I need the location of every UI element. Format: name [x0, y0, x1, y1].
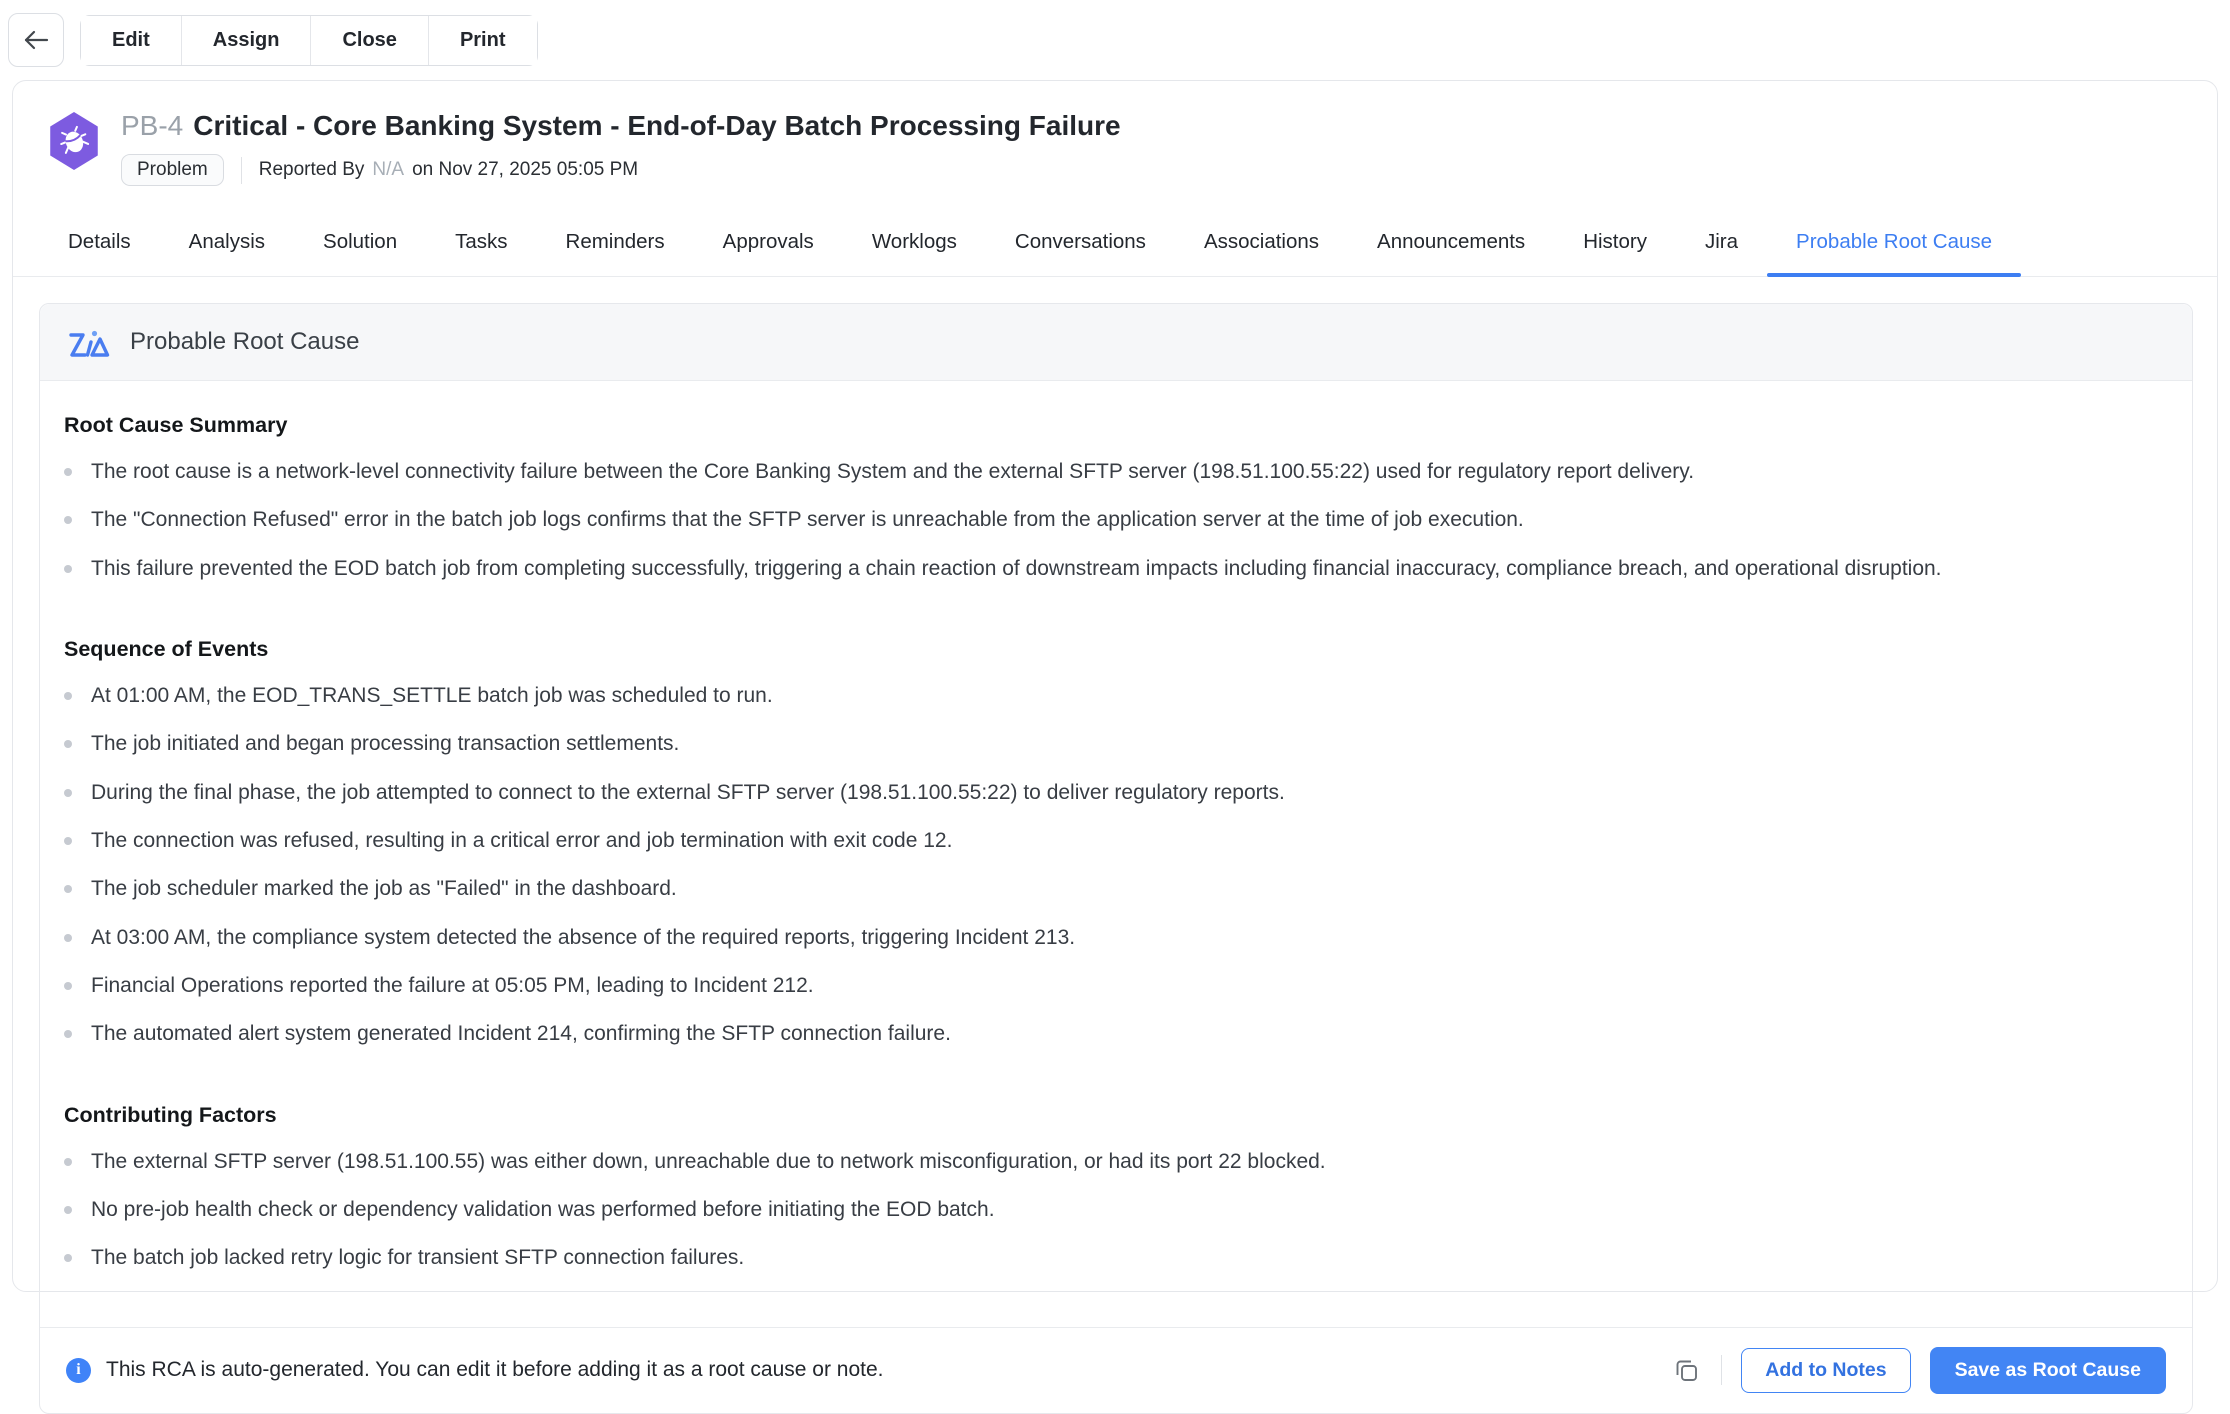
copy-button[interactable] — [1671, 1355, 1702, 1386]
bullet-list — [64, 1138, 2164, 1283]
bullet-item — [64, 1234, 2164, 1282]
bullet-item — [64, 817, 2164, 865]
bullet-dot — [64, 885, 72, 893]
bullet-item — [64, 1138, 2164, 1186]
bullet-text: The root cause is a network-level connectivity failure between the Core Banking System and the external SFTP server (198.51.100.55:22) used for regulatory report delivery. — [91, 460, 1695, 483]
bullet-dot — [64, 1206, 72, 1214]
bullet-dot — [64, 1158, 72, 1166]
bullet-text: The connection was refused, resulting in a critical error and job termination with exit code 12. — [91, 829, 953, 853]
bullet-list — [64, 448, 2164, 593]
bullet-text: At 03:00 AM, the compliance system detected the absence of the required reports, triggering Incident 213. — [91, 925, 1076, 949]
page-title — [121, 108, 1121, 143]
rca-section-sequence-of-events — [64, 637, 2164, 1059]
add-to-notes-button[interactable]: Add to Notes — [1741, 1348, 1910, 1393]
tab-worklogs[interactable]: Worklogs — [871, 230, 957, 253]
bullet-dot — [64, 1030, 72, 1038]
bullet-dot — [64, 468, 72, 476]
meta-divider — [241, 157, 242, 184]
reported-by-label: Reported By — [258, 159, 365, 180]
bullet-text: This failure prevented the EOD batch job from completing successfully, triggering a chain reaction of downstream impacts including financial inaccuracy, compliance breach, and operational disruption. — [91, 556, 1942, 580]
bullet-text: The batch job lacked retry logic for transient SFTP connection failures. — [91, 1246, 745, 1270]
bullet-text: The external SFTP server (198.51.100.55) was either down, unreachable due to network misconfiguration, or had its port 22 blocked. — [91, 1149, 1326, 1173]
tab-details[interactable]: Details — [68, 230, 131, 253]
bullet-text: Financial Operations reported the failure at 05:05 PM, leading to Incident 212. — [91, 974, 814, 998]
bullet-item — [64, 962, 2164, 1010]
problem-detail-card — [12, 80, 2218, 1382]
panel-footer — [40, 1327, 2192, 1413]
bullet-item — [64, 1186, 2164, 1234]
tab-associations[interactable]: Associations — [1203, 230, 1320, 253]
bullet-dot — [64, 934, 72, 942]
tab-solution[interactable]: Solution — [323, 230, 398, 253]
problem-header — [13, 81, 2217, 186]
rca-content — [40, 381, 2192, 1327]
zia-icon — [68, 324, 110, 360]
ticket-id: PB-4 — [121, 110, 184, 141]
tab-probable-root-cause[interactable]: Probable Root Cause — [1767, 210, 2021, 276]
footer-actions — [1671, 1347, 2166, 1394]
tab-analysis[interactable]: Analysis — [188, 230, 266, 253]
section-heading: Contributing Factors — [64, 1102, 277, 1127]
bullet-dot — [64, 740, 72, 748]
bullet-item — [64, 769, 2164, 817]
bullet-dot — [64, 1254, 72, 1262]
tab-tasks[interactable]: Tasks — [455, 230, 508, 253]
ticket-title: Critical - Core Banking System - End-of-Day Batch Processing Failure — [193, 110, 1121, 141]
print-button[interactable]: Print — [428, 16, 537, 65]
back-button[interactable] — [8, 13, 64, 67]
reported-on: on Nov 27, 2025 05:05 PM — [412, 159, 639, 180]
problem-bug-icon — [47, 112, 101, 170]
bullet-text: The automated alert system generated Incident 214, confirming the SFTP connection failure. — [91, 1022, 951, 1046]
rca-note — [66, 1358, 884, 1383]
bullet-text: At 01:00 AM, the EOD_TRANS_SETTLE batch job was scheduled to run. — [91, 684, 773, 708]
copy-icon — [1673, 1357, 1700, 1384]
bullet-text: The job initiated and began processing transaction settlements. — [91, 732, 680, 756]
tab-approvals[interactable]: Approvals — [722, 230, 814, 253]
bullet-dot — [64, 565, 72, 573]
tab-reminders[interactable]: Reminders — [565, 230, 665, 253]
panel-title: Probable Root Cause — [130, 328, 360, 355]
bullet-item — [64, 720, 2164, 768]
rca-note-text: This RCA is auto-generated. You can edit it before adding it as a root cause or note. — [106, 1358, 884, 1382]
rca-section-root-cause-summary — [64, 413, 2164, 593]
top-toolbar — [0, 0, 2230, 80]
bullet-text: During the final phase, the job attempted to connect to the external SFTP server (198.51.100.55:22) to deliver regulatory reports. — [91, 780, 1285, 804]
action-button-group — [80, 15, 538, 66]
actions-divider — [1721, 1355, 1722, 1385]
section-heading: Root Cause Summary — [64, 413, 288, 437]
tab-bar — [13, 210, 2217, 277]
bullet-dot — [64, 837, 72, 845]
close-button[interactable]: Close — [310, 16, 427, 65]
reported-by-value: N/A — [372, 159, 405, 180]
bullet-item — [64, 865, 2164, 913]
save-as-root-cause-button[interactable]: Save as Root Cause — [1930, 1347, 2166, 1394]
bullet-text: No pre-job health check or dependency validation was performed before initiating the EOD batch. — [91, 1198, 995, 1222]
bullet-dot — [64, 789, 72, 797]
bullet-item — [64, 914, 2164, 962]
bullet-item — [64, 1010, 2164, 1058]
assign-button[interactable]: Assign — [181, 16, 311, 65]
tab-conversations[interactable]: Conversations — [1014, 230, 1146, 253]
probable-root-cause-panel — [39, 303, 2193, 1414]
problem-title-block — [121, 108, 1121, 186]
edit-button[interactable]: Edit — [81, 16, 181, 65]
tab-history[interactable]: History — [1583, 230, 1647, 253]
rca-section-contributing-factors — [64, 1103, 2164, 1283]
arrow-left-icon — [23, 29, 49, 51]
meta-row — [121, 154, 1121, 186]
bullet-dot — [64, 516, 72, 524]
type-badge: Problem — [121, 154, 224, 186]
info-icon: i — [66, 1358, 91, 1383]
bullet-item — [64, 496, 2164, 544]
bullet-dot — [64, 982, 72, 990]
bullet-list — [64, 672, 2164, 1059]
bullet-item — [64, 672, 2164, 720]
panel-header — [40, 304, 2192, 381]
tab-jira[interactable]: Jira — [1704, 230, 1739, 253]
bullet-item — [64, 545, 2164, 593]
bullet-text: The "Connection Refused" error in the batch job logs confirms that the SFTP server is unreachable from the application server at the time of job execution. — [91, 508, 1524, 532]
reported-meta — [259, 159, 638, 181]
bullet-dot — [64, 692, 72, 700]
section-heading: Sequence of Events — [64, 637, 269, 662]
tab-announcements[interactable]: Announcements — [1377, 230, 1526, 253]
bullet-item — [64, 448, 2164, 496]
bullet-text: The job scheduler marked the job as "Failed" in the dashboard. — [91, 877, 677, 901]
